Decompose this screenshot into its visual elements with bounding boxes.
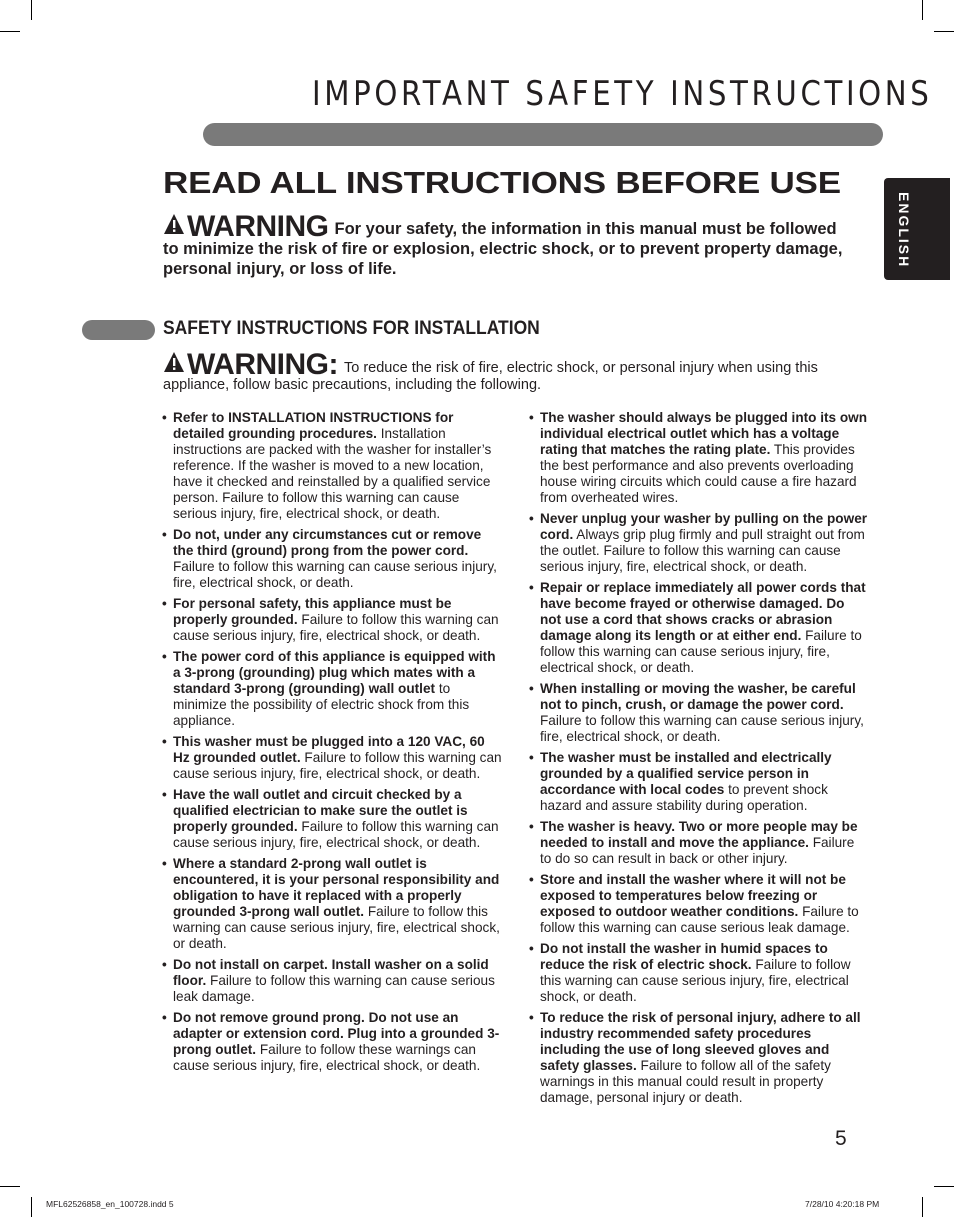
footer-file-info: MFL62526858_en_100728.indd 5 (46, 1199, 174, 1209)
instruction-text: Failure to follow these warnings can cause serious injury, fire, electrical shock, or death. (173, 1042, 481, 1073)
warning-word: WARNING (187, 210, 329, 243)
top-warning (163, 210, 843, 279)
instruction-item (529, 1010, 869, 1106)
instruction-text: Installation instructions are packed with the washer for installer’s reference. If the washer is moved to a new location, have it checked and reinstalled by a qualified service person. Failure to follow this warning can cause serious injury, fire, electrical shock, or death. (173, 426, 492, 521)
page-title: IMPORTANT SAFETY INSTRUCTIONS (312, 74, 933, 114)
instruction-text: This provides the best performance and also prevents overloading house wiring circuits which could cause a fire hazard from overheated wires. (540, 442, 857, 505)
left-column (162, 410, 504, 1079)
crop-mark (31, 0, 32, 20)
instruction-item (162, 787, 504, 851)
main-heading: READ ALL INSTRUCTIONS BEFORE USE (163, 165, 841, 200)
instruction-bold: Do not install on carpet. Install washer on a solid floor. (173, 957, 489, 988)
instruction-item (162, 527, 504, 591)
instruction-bold: The washer must be installed and electrically grounded by a qualified service person in accordance with local codes (540, 750, 832, 797)
section-warning (163, 348, 853, 394)
instruction-bold: When installing or moving the washer, be careful not to pinch, crush, or damage the power cord. (540, 681, 856, 712)
instruction-bold: To reduce the risk of personal injury, adhere to all industry recommended safety procedures including the use of long sleeved gloves and safety glasses. (540, 1010, 861, 1073)
crop-mark (934, 31, 954, 32)
instruction-bold: Refer to INSTALLATION INSTRUCTIONS for detailed grounding procedures. (173, 410, 454, 441)
instruction-bold: Never unplug your washer by pulling on the power cord. (540, 511, 868, 542)
instruction-bold: The washer is heavy. Two or more people may be needed to install and move the appliance. (540, 819, 858, 850)
crop-mark (922, 0, 923, 20)
footer-timestamp: 7/28/10 4:20:18 PM (805, 1199, 880, 1209)
instruction-item (529, 872, 869, 936)
page-number: 5 (835, 1127, 847, 1150)
instruction-text: Failure to follow this warning can cause serious injury, fire, electrical shock, or death. (540, 957, 851, 1004)
instruction-text: Failure to follow this warning can cause serious injury, fire, electrical shock, or death. (173, 612, 499, 643)
instruction-bold: For personal safety, this appliance must be properly grounded. (173, 596, 452, 627)
instruction-text: Failure to follow this warning can cause serious injury, fire, electrical shock, or death. (173, 819, 499, 850)
instruction-bold: Repair or replace immediately all power cords that have become frayed or otherwise damaged. Do not use a cord that shows cracks or abrasion damage along its length or at either end. (540, 580, 866, 643)
instruction-item (529, 580, 869, 676)
instruction-text: to prevent shock hazard and assure stability during operation. (540, 782, 828, 813)
instruction-bold: Do not, under any circumstances cut or remove the third (ground) prong from the power cord. (173, 527, 482, 558)
instruction-text: Failure to follow this warning can cause serious injury, fire, electrical shock, or death. (173, 904, 500, 951)
instruction-item (162, 734, 504, 782)
section-warning-text: To reduce the risk of fire, electric shock, or personal injury when using this appliance, follow basic precautions, including the following. (163, 360, 818, 393)
right-instruction-list (529, 410, 869, 1106)
instruction-text: Failure to follow this warning can cause serious injury, fire, electrical shock, or death. (173, 559, 497, 590)
instruction-text: Always grip plug firmly and pull straight out from the outlet. Failure to follow this warning can cause serious injury, fire, electrical shock, or death. (540, 527, 865, 574)
instruction-item (529, 750, 869, 814)
language-tab (884, 178, 950, 280)
instruction-item (162, 596, 504, 644)
instruction-text: Failure to do so can result in back or other injury. (540, 835, 855, 866)
instruction-text: Failure to follow this warning can cause serious injury, fire, electrical shock, or death. (173, 750, 502, 781)
left-instruction-list (162, 410, 504, 1074)
instruction-item (529, 410, 869, 506)
instruction-item (162, 410, 504, 522)
instruction-bold: Where a standard 2-prong wall outlet is encountered, it is your personal responsibility and obligation to have it replaced with a properly grounded 3-prong wall outlet. (173, 856, 500, 919)
instruction-text: Failure to follow this warning can cause serious injury, fire, electrical shock, or death. (540, 713, 864, 744)
instruction-text: Failure to follow all of the safety warnings in this manual could result in property damage, personal injury or death. (540, 1058, 831, 1105)
right-column (529, 410, 869, 1111)
section-pill (82, 320, 155, 340)
instruction-item (529, 511, 869, 575)
instruction-item (162, 1010, 504, 1074)
crop-mark (934, 1186, 954, 1187)
instruction-item (162, 856, 504, 952)
instruction-bold: Have the wall outlet and circuit checked by a qualified electrician to make sure the outlet is properly grounded. (173, 787, 468, 834)
warning-word: WARNING: (187, 348, 338, 381)
instruction-text: to minimize the possibility of electric shock from this appliance. (173, 681, 470, 728)
crop-mark (31, 1197, 32, 1217)
warning-triangle-icon (163, 351, 185, 373)
instruction-text: Failure to follow this warning can cause serious injury, fire, electrical shock, or death. (540, 628, 862, 675)
instruction-bold: The washer should always be plugged into its own individual electrical outlet which has a voltage rating that matches the rating plate. (540, 410, 868, 457)
instruction-bold: Store and install the washer where it will not be exposed to temperatures below freezing or exposed to outdoor weather conditions. (540, 872, 846, 919)
section-title: SAFETY INSTRUCTIONS FOR INSTALLATION (163, 318, 540, 339)
title-bar (203, 123, 883, 146)
instruction-bold: The power cord of this appliance is equipped with a 3-prong (grounding) plug which mates with a standard 3-prong (grounding) wall outlet (173, 649, 496, 696)
instruction-bold: This washer must be plugged into a 120 VAC, 60 Hz grounded outlet. (173, 734, 485, 765)
warning-triangle-icon (163, 213, 185, 235)
instruction-item (529, 681, 869, 745)
crop-mark (0, 31, 20, 32)
crop-mark (0, 1186, 20, 1187)
instruction-item (162, 649, 504, 729)
instruction-text: Failure to follow this warning can cause serious leak damage. (540, 904, 859, 935)
instruction-item (529, 941, 869, 1005)
language-tab-label: ENGLISH (896, 192, 912, 269)
instruction-bold: Do not remove ground prong. Do not use an adapter or extension cord. Plug into a grounded 3-prong outlet. (173, 1010, 500, 1057)
instruction-text: Failure to follow this warning can cause serious leak damage. (173, 973, 495, 1004)
instruction-item (162, 957, 504, 1005)
instruction-bold: Do not install the washer in humid spaces to reduce the risk of electric shock. (540, 941, 828, 972)
crop-mark (922, 1197, 923, 1217)
top-warning-text: For your safety, the information in this manual must be followed to minimize the risk of fire or explosion, electric shock, or to prevent property damage, personal injury, or loss of life. (163, 220, 843, 278)
instruction-item (529, 819, 869, 867)
